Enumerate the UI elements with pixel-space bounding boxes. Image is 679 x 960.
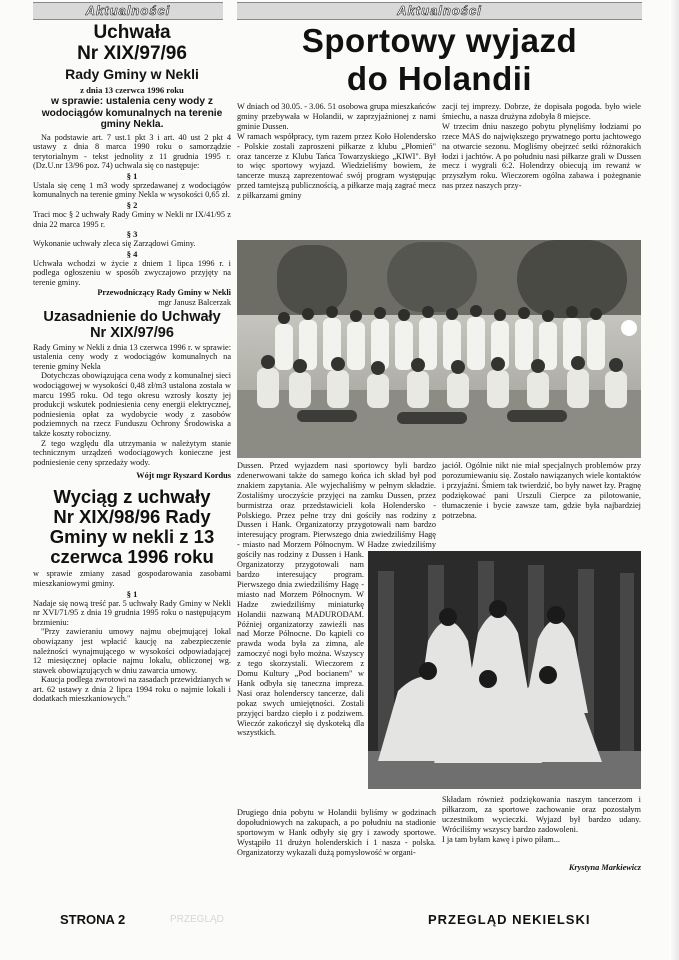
signature-name: Wójt mgr Ryszard Kordus [136, 471, 231, 481]
paragraph-mark: § 1 [126, 170, 138, 181]
article-text-col2-bottom: Składam również podziękowania naszym tancerzom i piłkarzom, za sportowe zachowanie oraz pozostałym uczestnikom wycieczki. Wyjazd był bardzo udany. Wróciliśmy wszyscy bardzo zadowoleni. I ja tam byłam kawę i piwo piłam... [442, 795, 641, 844]
left-column [33, 22, 231, 704]
publication-name: PRZEGLĄD NEKIELSKI [428, 912, 591, 927]
body-text: Rady Gminy w Nekli z dnia 13 czerwca 1996 r. w sprawie: ustalenia ceny wody z wodociągów komunalnych na terenie gminy Nekla [33, 342, 231, 371]
article-text-col1-bottom: Drugiego dnia pobytu w Holandii byliśmy w godzinach dopołudniowych na zakupach, a po południu na stadionie sportowym w Hank odbyły się gry i zawody sportowe. Wystąpiło 11 drużyn holenderskich i 1 nasza - polska. Organizatorzy wykazali dużą pomysłowość w organi- [237, 808, 436, 857]
bleed-through-text: PRZEGLĄD [170, 914, 224, 925]
article-text-col1-top: W dniach od 30.05. - 3.06. 51 osobowa grupa mieszkańców gminy przebywała w Holandii, w zaprzyjaźnionej z nami gminie Dussen. W ramach współpracy, tym razem przez Koło Holendersko - Polskie zostali zaproszeni piłkarze z klubu „Płomień" oraz tancerze z Klubu Tańca Towarzyskiego „KIWI". Był to więc sportowy wyjazd. Wiedzieliśmy bowiem, że tancerze muszą zaprezentować swój program występując przed tamtejszą publicznością, a piłkarze mają zagrać mecz z piłkarzami gminy [237, 102, 436, 201]
signature-name: mgr Janusz Balcerzak [158, 297, 231, 307]
article-title: Rady Gminy w Nekli [65, 66, 199, 82]
article-author: Krystyna Markiewicz [568, 863, 641, 872]
dancers-photo [368, 551, 641, 789]
headline-line: Sportowy wyjazd [301, 22, 578, 59]
article-text-col2-top: zacji tej imprezy. Dobrze, że dopisała pogoda. było wiele śmiechu, a nasza drużyna zdobyła 8 miejsce. W trzecim dniu naszego pobytu płynęliśmy łodziami po rzece MAS do największego prywatnego portu jachtowego na otwarcie sezonu. Mogliśmy obejrzeć setki różnorakich łodzi i jachtów. A po południu nasi piłkarze grali w Dussen mecz i wygrali 6:2. Holendrzy obiecują im rewanż w przyszłym roku. Wieczorem ogólna zabawa i pożegnanie nas przez naszych przy- [442, 102, 641, 191]
section-banner-right: Aktualności [237, 2, 642, 20]
body-text: "Przy zawieraniu umowy najmu obejmującej lokal obowiązany jest wpłacić kaucję na zabezpieczenie należności wynajmującego w wysokości odpowiadającej 12 miesięcznej opłacie najmu lokalu, obliczonej wg. stawek obowiązujących w dniu zawarcia umowy. [33, 627, 231, 675]
paragraph-mark: § 3 [126, 229, 138, 240]
body-text: Z tego względu dla utrzymania w należytym stanie technicznym urządzeń wodociągowych konieczne jest podniesienie ceny sprzedaży wody. [33, 438, 231, 467]
body-text: Dussen. Przed wyjazdem nasi sportowcy byli bardzo zdenerwowani także do samego końca ich skład był pod znakiem zapytania. Ale wyjechaliśmy w pełnym składzie. Zostaliśmy uroczyście przyjęci na zamku Dussen, przez burmistrza oraz przedstawicieli koła Holendersko - Polskiego. Przez pełne trzy dni gościły nas rodziny z Dussen i Hank. Organizatorzy przygotowali nam bardzo interesujący program. Pierwszego dnia zwiedziliśmy Hagę - miasto nad Morzem Północnym. W Hadze zwiedziliśmy [237, 461, 436, 550]
article-resolution-97 [33, 22, 231, 308]
article-title: Nr XIX/97/96 [77, 43, 187, 64]
article-subject: w sprawie: ustalenia ceny wody z wodociągów komunalnych na terenie gminy Nekla. [41, 96, 223, 130]
article-date: z dnia 13 czerwca 1996 roku [80, 85, 184, 95]
body-text: Traci moc § 2 uchwały Rady Gminy w Nekli nr IX/41/95 z dnia 22 marca 1995 r. [33, 210, 231, 229]
body-text: Na podstawie art. 7 ust.1 pkt 3 i art. 40 ust 2 pkt 4 ustawy z dnia 8 marca 1990 roku o samorządzie terytorialnym - tekst jednolity z 11 grudnia 1995 r. (Dz.U.nr 13/96 poz. 74) uchwala się co następuje: [33, 132, 231, 171]
page-number: STRONA 2 [60, 912, 126, 927]
paragraph-mark: § 1 [126, 588, 138, 599]
signature-title: Przewodniczący Rady Gminy w Nekli [97, 287, 231, 297]
paragraph-mark: § 2 [126, 200, 138, 211]
article-title: czerwca 1996 roku [50, 546, 214, 568]
team-photo-illustration [237, 240, 641, 458]
article-title: Nr XIX/97/96 [90, 324, 174, 341]
article-excerpt-98 [33, 487, 231, 704]
article-title: Gminy w nekli z 13 [49, 526, 215, 548]
article-text-col1-mid-upper [237, 461, 436, 551]
body-text: Kaucja podlega zwrotowi na zasadach przewidzianych w art. 62 ustawy z dnia 2 lipca 1994 roku o najmie lokali i dodatkach mieszkaniowych." [33, 675, 231, 704]
sports-article-headline [237, 22, 642, 98]
article-title: Uzasadnienie do Uchwały [43, 308, 221, 325]
article-text-col2-mid: jaciół. Ogólnie nikt nie miał specjalnych problemów przy porozumiewaniu się. Zostało nawiązanych wiele kontaktów i przyjaźni. Śmiem tak twierdzić, bo były nawet łzy. Pragnę podziękować pani Urszuli Cierpce za pilotowanie, tłumaczenie i bycie zawsze tam, gdzie była najbardziej potrzebna. [442, 461, 641, 520]
body-text: Ustala się cenę 1 m3 wody sprzedawanej z wodociągów komunalnych na terenie gminy Nekla w wysokości 0,65 zł. [33, 180, 231, 200]
body-text: Wykonanie uchwały zleca się Zarządowi Gminy. [33, 239, 196, 249]
paragraph-mark: § 4 [126, 248, 138, 259]
body-text: Nadaje się nową treść par. 5 uchwały Rady Gminy w Nekli nr XVI/71/95 z dnia 19 grudnia 1995 roku o następującym brzmieniu: [33, 598, 231, 627]
section-banner-left: Aktualności [33, 2, 223, 20]
body-text: Uchwała wchodzi w życie z dniem 1 lipca 1996 r. i podlega ogłoszeniu w sposób zwyczajowo przyjęty na terenie gminy. [33, 258, 231, 288]
article-title: Uchwała [93, 22, 171, 43]
team-group-photo [237, 240, 641, 458]
body-text: w sprawie zmiany zasad gospodarowania zasobami mieszkaniowymi gminy. [33, 569, 231, 588]
article-justification [33, 309, 231, 482]
article-text-col1-narrow [237, 551, 364, 806]
article-title: Nr XIX/98/96 Rady [53, 506, 211, 528]
body-text-continued: gościły nas rodziny z Dussen i Hank. Organizatorzy przygotowali nam bardzo interesujący program. Pierwszego dnia zwiedziliśmy Hagę - miasto nad Morzem Północnym. W Hadze zwiedziliśmy miniaturkę Holandii nazwaną MADURODAM. Później organizatorzy zawieźli nas nad Morze Północne. Do kąpieli co prawda woda była za zimna, ale zamoczyć nogi było można. Wszyscy z tego skorzystali. Wieczorem z Domu Kultury „Pod bocianem" w Hank odbyła się taneczna impreza. Nasi oraz holenderscy tancerze, dali pokaz swych umiejętności. Zostali przyjęci bardzo ciepło i z podziwem. Wieczór zakończył się dyskoteką dla wszystkich. [237, 551, 364, 738]
dancers-photo-illustration [368, 551, 641, 789]
article-title: Wyciąg z uchwały [53, 486, 211, 508]
body-text: Dotychczas obowiązująca cena wody z komunalnej sieci wodociągowej w wysokości 0,48 zł/m3 ustalona została w marcu 1995 roku. Od tego okresu wzrosły koszty jej produkcji wskutek podniesienia ceny energii elektrycznej, podniesienia opłat za wydobycie wody z zasobów podziemnych na rzecz Funduszu Ochrony Środowiska a także koszty robocizny. [33, 371, 231, 438]
page-edge-shadow [669, 0, 679, 960]
headline-line: do Holandii [346, 60, 533, 97]
